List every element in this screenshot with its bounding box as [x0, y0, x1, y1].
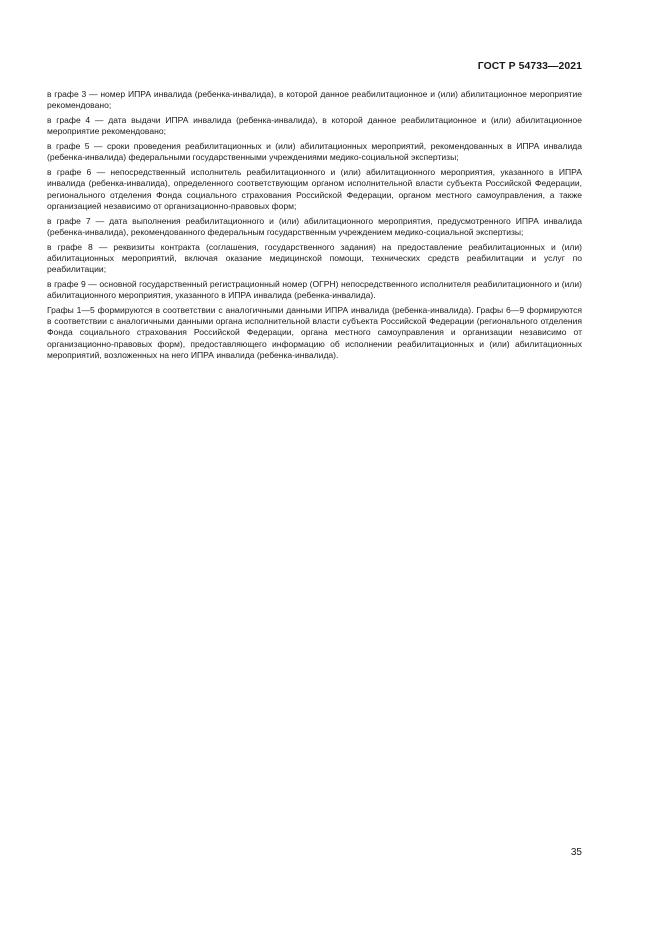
- paragraph-column-9: в графе 9 — основной государственный регистрационный номер (ОГРН) непосредственного исполнителя реабилитационного и (или) абилитационного мероприятия, указанного в ИПРА инвалида (ребенка-инвалида).: [47, 278, 582, 301]
- paragraph-column-3: в графе 3 — номер ИПРА инвалида (ребенка-инвалида), в которой данное реабилитационное и (или) абилитационное мероприятие рекомендовано;: [47, 89, 582, 111]
- paragraph-columns-summary: Графы 1—5 формируются в соответствии с аналогичными данными ИПРА инвалида (ребенка-инвалида). Графы 6—9 формируются в соответствии с аналогичными данными органа исполнительной власти субъекта Российской Федерации (регионального отделения Фонда социального страхования Российской Федерации, органа местного самоуправления и организации независимо от организационно-правовых форм), предоставляющего информацию об исполнении реабилитационных и (или) абилитационных мероприятий, возложенных на него ИПРА инвалида (ребенка-инвалида).: [47, 304, 582, 360]
- document-code-header: ГОСТ Р 54733—2021: [477, 61, 582, 72]
- paragraph-column-5: в графе 5 — сроки проведения реабилитационных и (или) абилитационных мероприятий, рекомендованных в ИПРА инвалида (ребенка-инвалида) федеральными государственными учреждениями медико-социальной экспертизы;: [47, 140, 582, 163]
- paragraph-column-6: в графе 6 — непосредственный исполнитель реабилитационного и (или) абилитационного мероприятия, указанного в ИПРА инвалида (ребенка-инвалида), определенного соответствующим органом исполнительной власти субъекта Российской Федерации, регионального отделения Фонда социального страхования Российской Федерации, органом местного самоуправления, а также организацией независимо от организационно-правовых форм;: [47, 166, 582, 211]
- document-body: [47, 89, 582, 365]
- paragraph-column-4: в графе 4 — дата выдачи ИПРА инвалида (ребенка-инвалида), в которой данное реабилитационное и (или) абилитационное мероприятие рекомендовано;: [47, 114, 582, 137]
- paragraph-column-8: в графе 8 — реквизиты контракта (соглашения, государственного задания) на предоставление реабилитационных и (или) абилитационных мероприятий, включая оказание медицинской помощи, технических средств реабилитации и услуг по реабилитации;: [47, 241, 582, 275]
- paragraph-column-7: в графе 7 — дата выполнения реабилитационного и (или) абилитационного мероприятия, предусмотренного ИПРА инвалида (ребенка-инвалида), рекомендованного федеральным государственным учреждением медико-социальной экспертизы;: [47, 215, 582, 237]
- page-number: 35: [570, 847, 582, 858]
